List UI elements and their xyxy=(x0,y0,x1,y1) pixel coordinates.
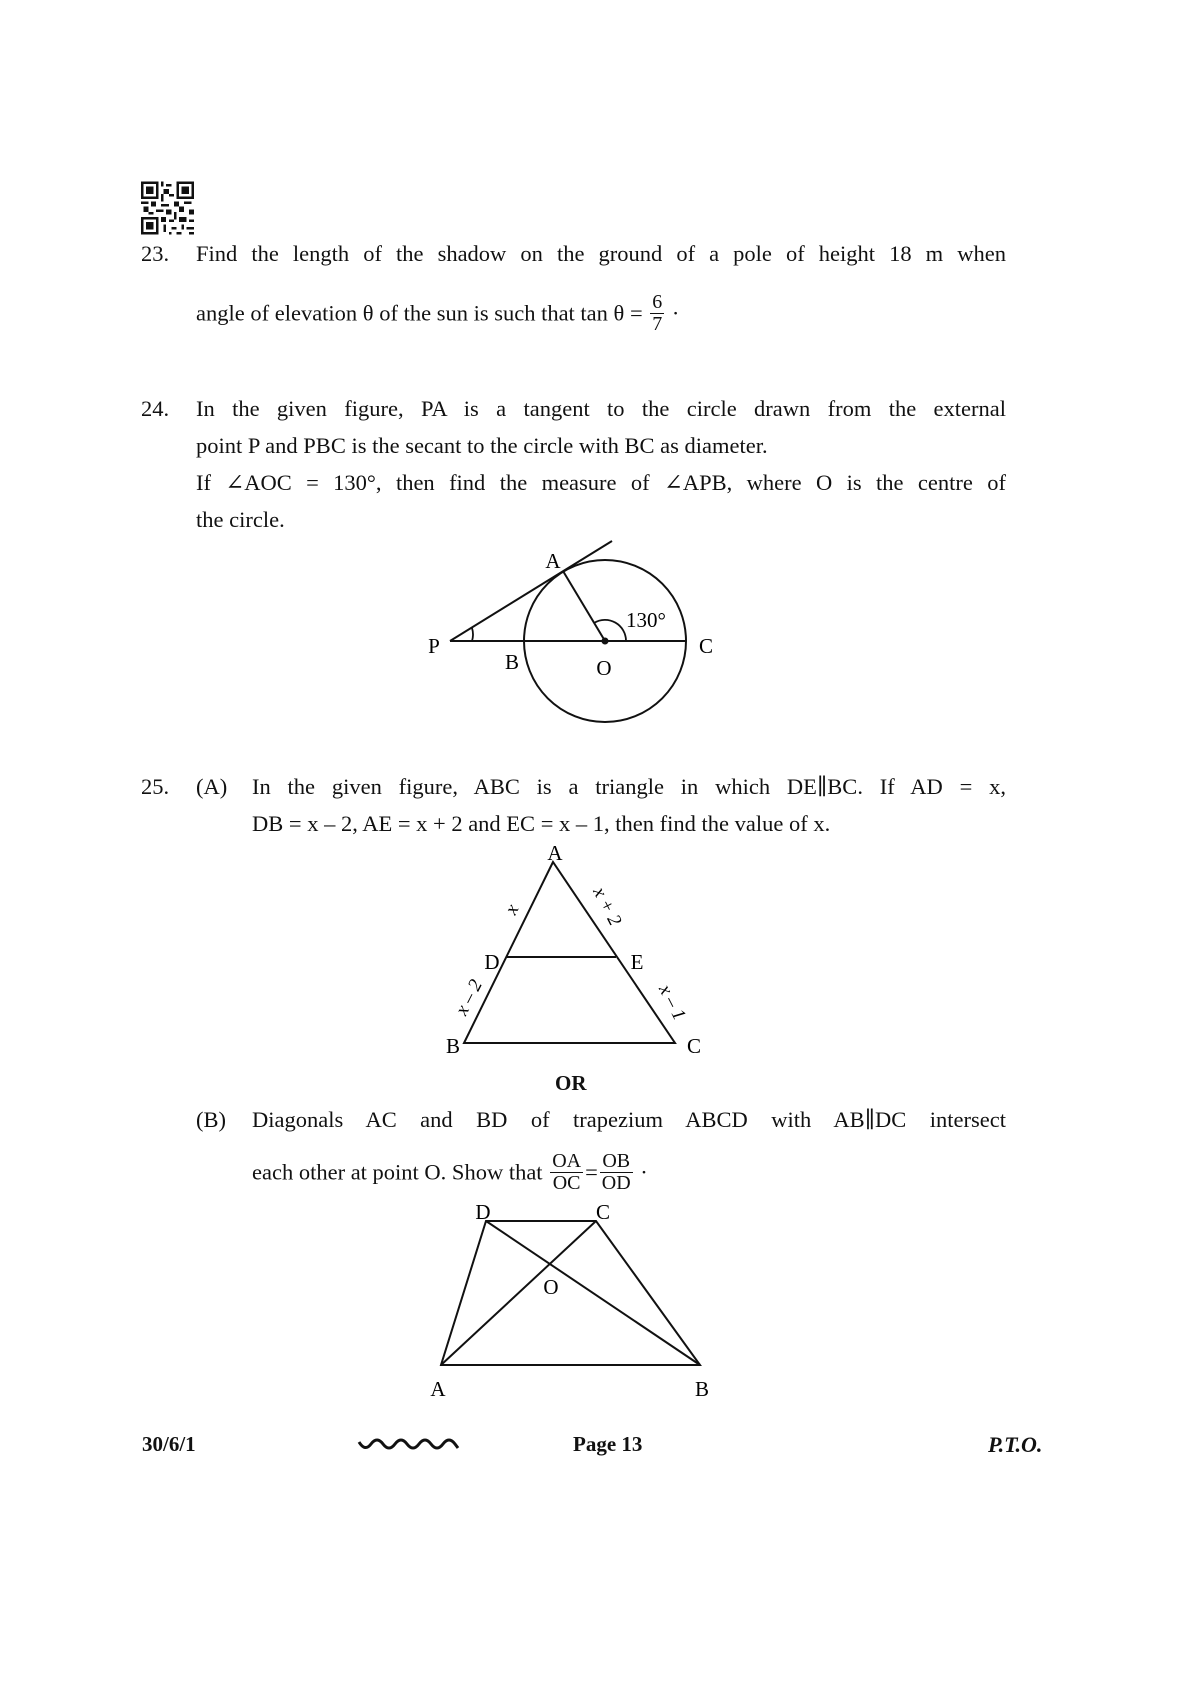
please-turn-over: P.T.O. xyxy=(988,1432,1043,1457)
label-DB: x – 2 xyxy=(451,976,487,1019)
label-B: B xyxy=(504,650,520,674)
label-AD: x xyxy=(500,900,524,919)
question-text-line: Find the length of the shadow on the ground of a pole of height 18 m when xyxy=(196,241,1006,266)
question-text-line: If ∠AOC = 130°, then find the measure of ∠APB, where O is the centre of xyxy=(196,470,1006,495)
label-A: A xyxy=(545,549,561,573)
label-A: A xyxy=(430,1377,446,1401)
fraction-numerator: OB xyxy=(600,1151,633,1173)
equals-sign: = xyxy=(585,1159,598,1185)
question-number: 24. xyxy=(141,396,170,421)
question-text-line: In the given figure, ABC is a triangle in which DE∥BC. If AD = x, xyxy=(252,774,1006,799)
question-text-line: point P and PBC is the secant to the circle with BC as diameter. xyxy=(196,433,768,458)
label-D: D xyxy=(484,950,500,974)
trapezium-ABCD xyxy=(441,1221,700,1365)
part-tag-b: (B) xyxy=(196,1107,226,1132)
label-E: E xyxy=(630,950,644,974)
label-A: A xyxy=(547,841,563,865)
question-text: angle of elevation θ of the sun is such that tan θ = xyxy=(196,300,643,326)
terminator: · xyxy=(640,1159,648,1185)
fraction-denominator: OD xyxy=(601,1172,631,1194)
fraction-denominator: 7 xyxy=(652,313,663,335)
label-D: D xyxy=(475,1200,491,1224)
question-text: each other at point O. Show that xyxy=(252,1159,543,1185)
fraction-numerator: 6 xyxy=(652,291,663,313)
label-AE: x + 2 xyxy=(588,883,626,930)
question-number: 23. xyxy=(141,241,170,266)
question-text-line: the circle. xyxy=(196,507,285,532)
question-text-line: DB = x – 2, AE = x + 2 and EC = x – 1, then find the value of x. xyxy=(252,811,831,836)
label-angle-130: 130° xyxy=(626,608,666,632)
terminator: · xyxy=(671,300,680,326)
label-B: B xyxy=(445,1034,461,1058)
question-text-line: Diagonals AC and BD of trapezium ABCD with AB∥DC intersect xyxy=(252,1107,1006,1132)
label-C: C xyxy=(595,1200,611,1224)
label-C: C xyxy=(686,1034,702,1058)
label-O: O xyxy=(596,656,612,680)
label-C: C xyxy=(698,634,714,658)
question-number: 25. xyxy=(141,774,170,799)
label-EC: x – 1 xyxy=(654,981,690,1024)
fraction-denominator: OC xyxy=(552,1172,581,1194)
or-divider: OR xyxy=(555,1071,587,1095)
fraction-numerator: OA xyxy=(552,1150,582,1172)
label-B: B xyxy=(694,1377,710,1401)
page-number: Page 13 xyxy=(573,1432,643,1456)
label-O: O xyxy=(543,1275,559,1299)
wave-ornament-icon xyxy=(357,1436,461,1452)
part-tag-a: (A) xyxy=(196,774,228,799)
label-P: P xyxy=(428,634,440,658)
question-text-line: In the given figure, PA is a tangent to the circle drawn from the external xyxy=(196,396,1006,421)
paper-code: 30/6/1 xyxy=(142,1432,196,1456)
